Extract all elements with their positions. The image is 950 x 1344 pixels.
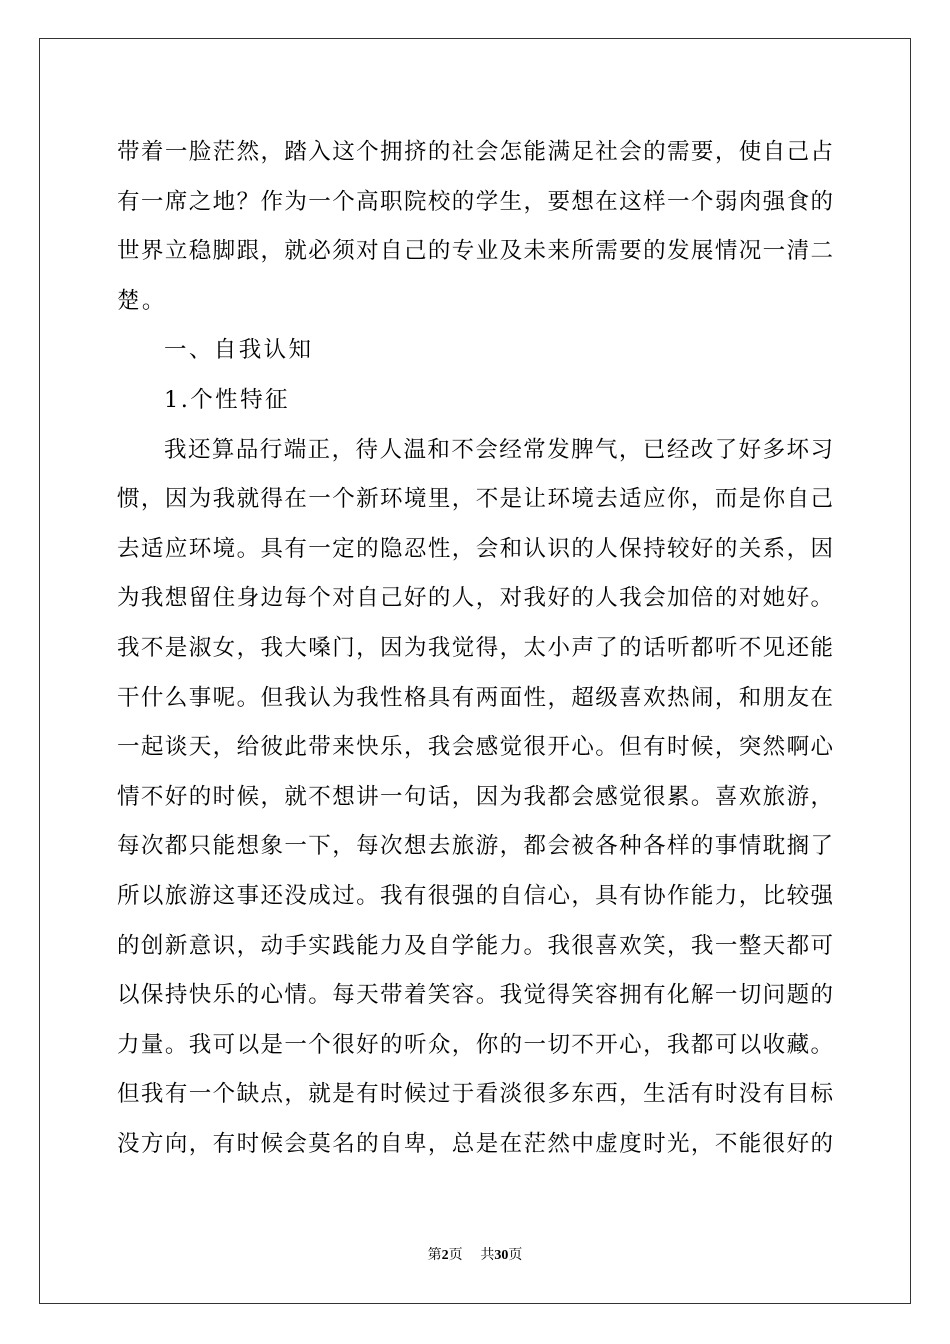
- page-number: 2: [441, 1248, 449, 1263]
- text-line: 的创新意识，动手实践能力及自学能力。我很喜欢笑，我一整天都可: [117, 932, 833, 959]
- text-line: 带着一脸茫然，踏入这个拥挤的社会怎能满足社会的需要，使自己占: [117, 139, 833, 165]
- text-line: 有一席之地？作为一个高职院校的学生，要想在这样一个弱肉强食的: [117, 188, 833, 215]
- text-line: 干什么事呢。但我认为我性格具有两面性，超级喜欢热闹，和朋友在: [117, 684, 833, 711]
- text-line: 世界立稳脚跟，就必须对自己的专业及未来所需要的发展情况一清二: [117, 238, 833, 265]
- text-line: 力量。我可以是一个很好的听众，你的一切不开心，我都可以收藏。: [117, 1031, 833, 1058]
- text-line: 我不是淑女，我大嗓门，因为我觉得，太小声了的话听都听不见还能: [117, 634, 833, 661]
- text-line: 但我有一个缺点，就是有时候过于看淡很多东西，生活有时没有目标: [117, 1081, 833, 1108]
- text-line: 一起谈天，给彼此带来快乐，我会感觉很开心。但有时候，突然啊心: [117, 734, 833, 761]
- page-footer: [0, 1246, 950, 1265]
- body-text: [117, 128, 833, 1169]
- total-suffix: 页: [508, 1247, 523, 1263]
- total-prefix: 共: [480, 1247, 495, 1263]
- total-pages: 30: [494, 1248, 509, 1263]
- text-line: 每次都只能想象一下，每次想去旅游，都会被各种各样的事情耽搁了: [117, 833, 833, 860]
- text-line: 为我想留住身边每个对自己好的人，对我好的人我会加倍的对她好。: [117, 585, 833, 612]
- text-line: 所以旅游这事还没成过。我有很强的自信心，具有协作能力，比较强: [117, 882, 833, 909]
- page-prefix: 第: [427, 1247, 442, 1263]
- subsection-heading: 1.个性特征: [164, 386, 290, 413]
- page-suffix: 页: [448, 1247, 463, 1263]
- text-line: 情不好的时候，就不想讲一句话，因为我都会感觉很累。喜欢旅游，: [117, 783, 833, 810]
- text-line: 没方向，有时候会莫名的自卑，总是在茫然中虚度时光，不能很好的: [117, 1130, 833, 1157]
- text-line: 我还算品行端正，待人温和不会经常发脾气，已经改了好多坏习: [164, 436, 833, 463]
- text-line: 去适应环境。具有一定的隐忍性，会和认识的人保持较好的关系，因: [117, 535, 833, 562]
- text-line: 楚。: [117, 287, 167, 314]
- text-line: 以保持快乐的心情。每天带着笑容。我觉得笑容拥有化解一切问题的: [117, 982, 833, 1009]
- section-heading: 一、自我认知: [164, 337, 314, 364]
- text-line: 惯，因为我就得在一个新环境里，不是让环境去适应你，而是你自己: [117, 486, 833, 513]
